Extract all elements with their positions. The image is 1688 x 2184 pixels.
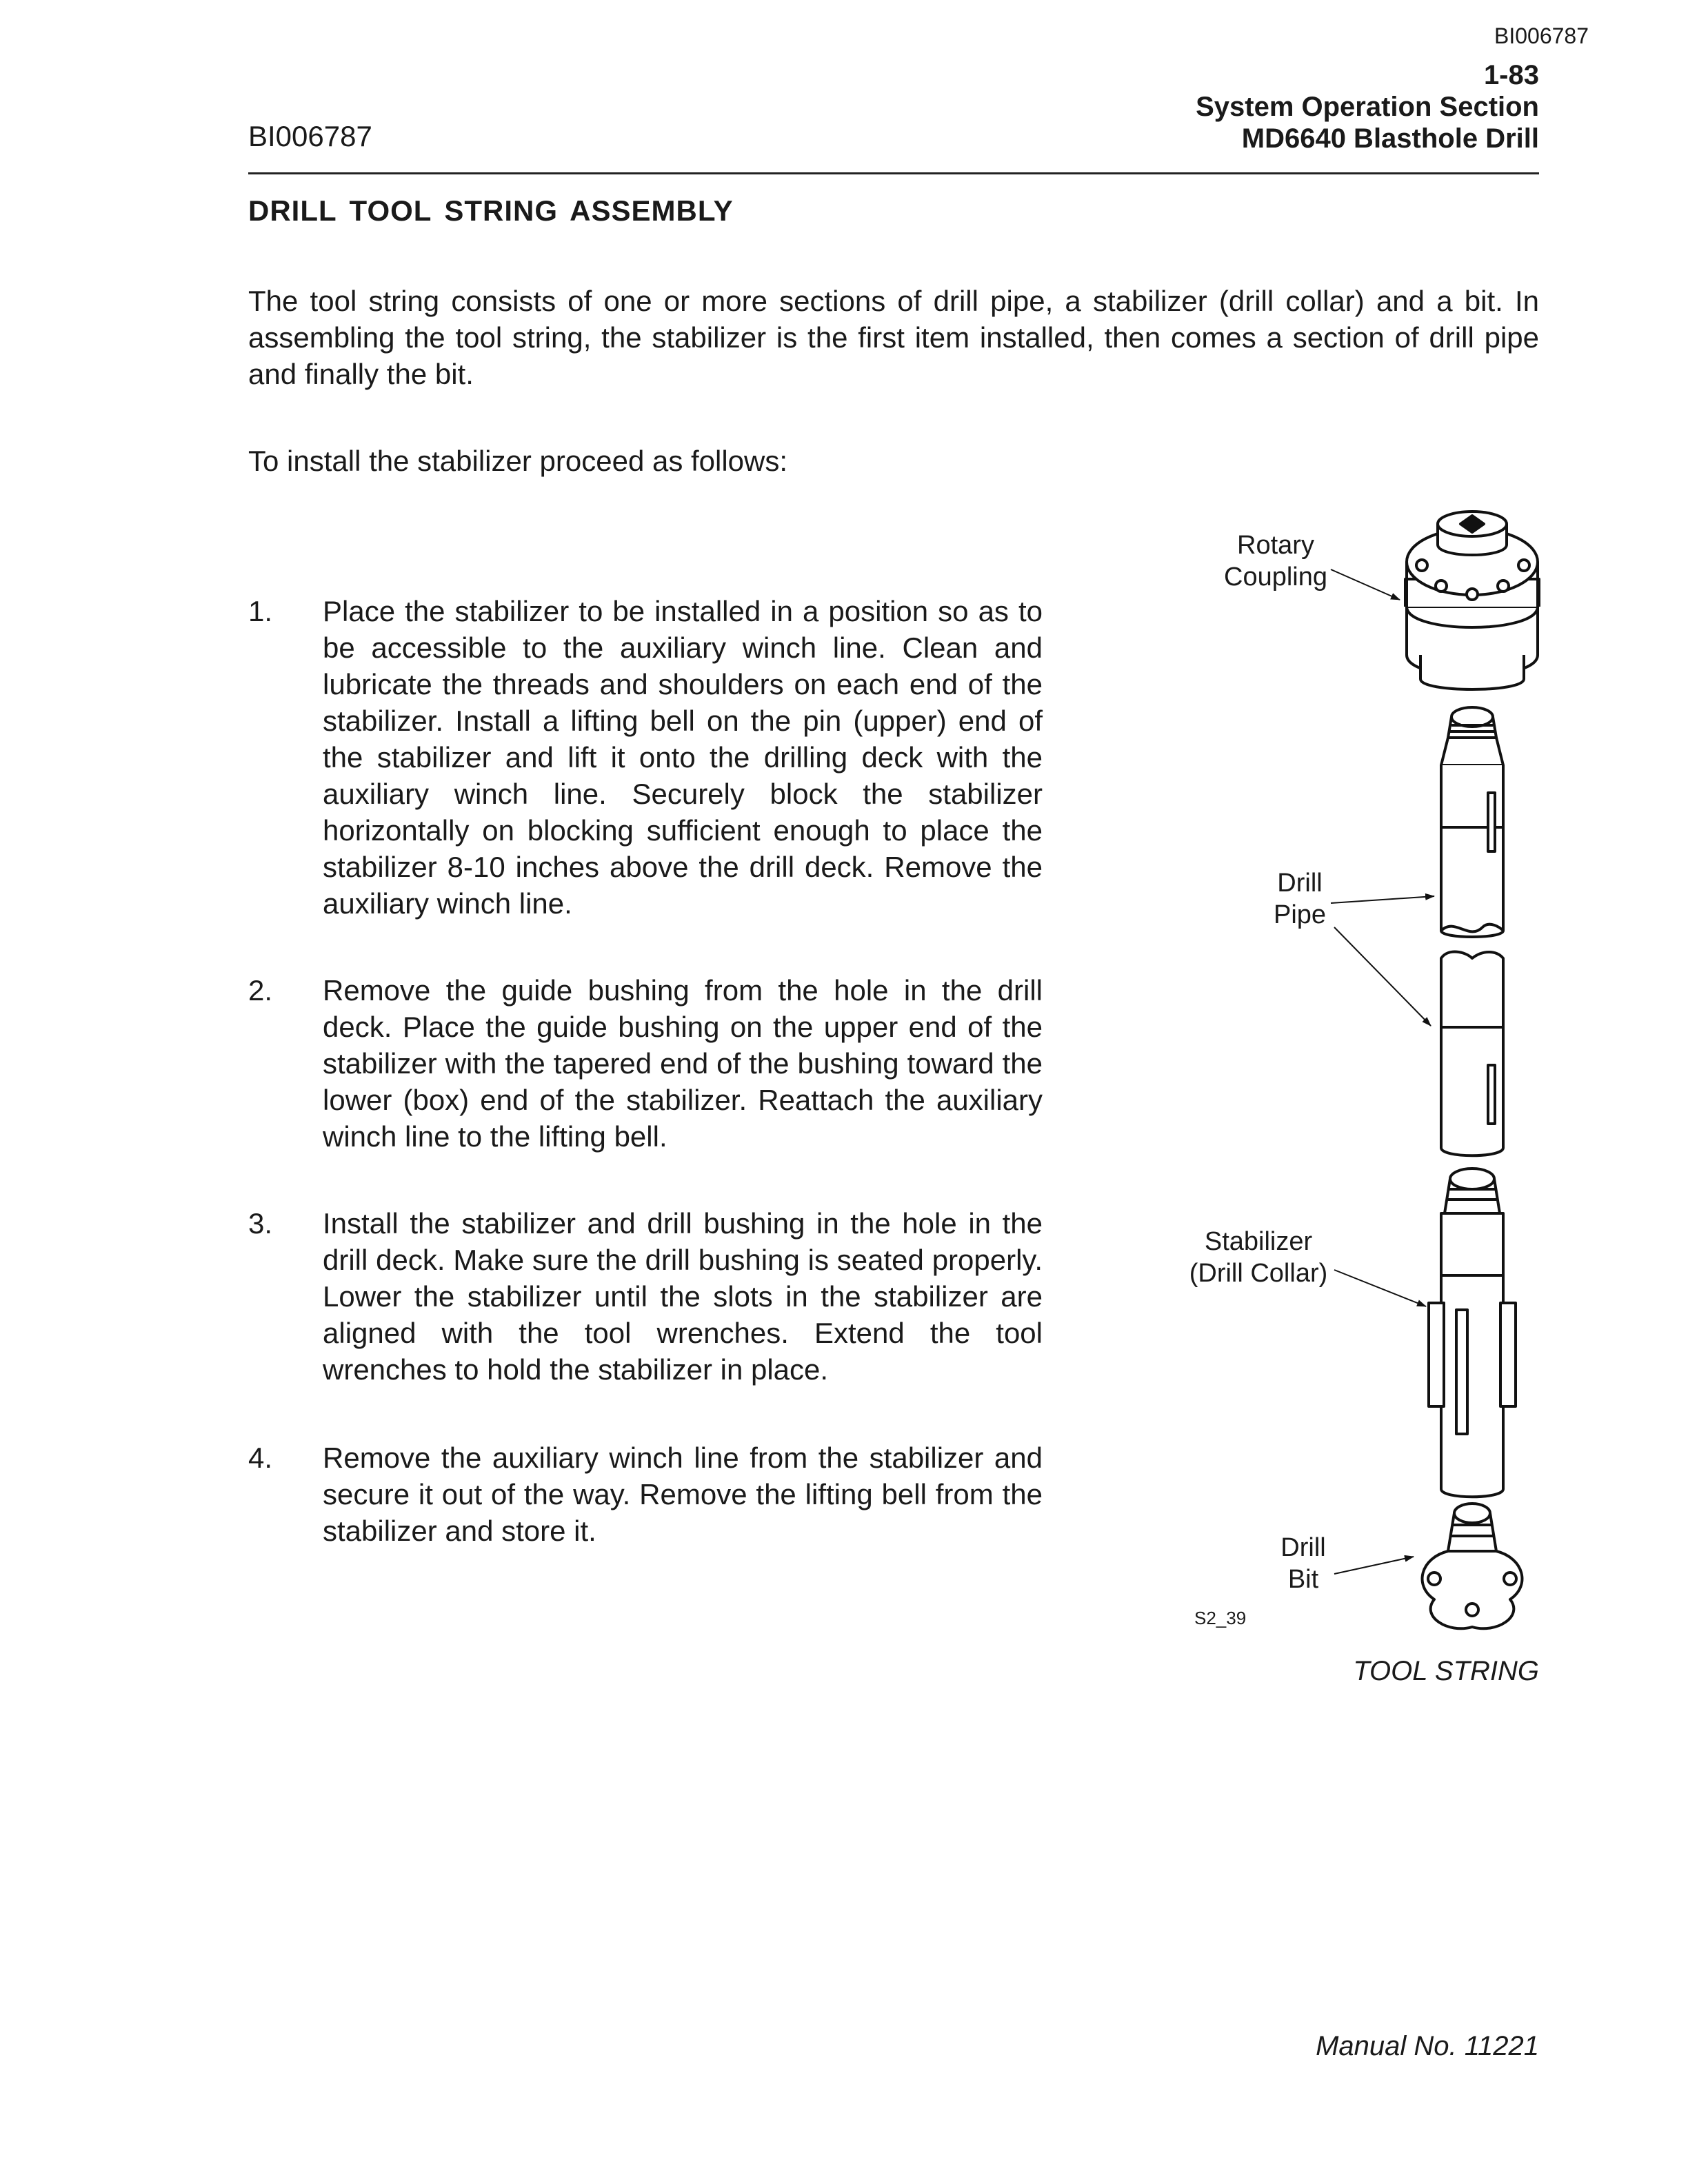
drill-bit-part — [1423, 1504, 1523, 1628]
rotary-coupling-part — [1405, 512, 1539, 689]
section-title: DRILL TOOL STRING ASSEMBLY — [248, 194, 734, 227]
step-text: Install the stabilizer and drill bushing in the hole in the drill deck. Make sure the drill bushing is seated properly. Lower the stabilizer until the slots in the stabilizer are aligned with the tool wrenches. Extend the tool wrenches to hold the stabilizer in place. — [323, 1207, 1043, 1386]
page-number: 1-83 — [1483, 60, 1539, 90]
header-divider — [248, 172, 1539, 174]
step-number: 2. — [248, 974, 273, 1007]
manual-number: Manual No. 11221 — [1316, 2031, 1539, 2061]
product-name: MD6640 Blasthole Drill — [1241, 123, 1539, 154]
page-header — [1196, 59, 1539, 154]
label-drill-pipe: Drill Pipe — [1273, 869, 1327, 929]
step-text: Place the stabilizer to be installed in a position so as to be accessible to the auxiliary winch line. Clean and lubricate the threads and shoulders on each end of the stabilizer. Install a lifting bell on the pin (upper) end of the stabilizer and lift it onto the drilling deck with the auxiliary winch line. Securely block the stabilizer horizontally on blocking sufficient enough to place the stabilizer 8-10 inches above the drill deck. Remove the auxiliary winch line. — [323, 595, 1043, 920]
drill-pipe-upper-part — [1441, 707, 1503, 937]
step-item — [248, 1205, 1043, 1388]
label-drill-bit: Drill Bit — [1280, 1533, 1326, 1594]
tool-string-diagram — [1145, 510, 1545, 1641]
step-text: Remove the guide bushing from the hole in the drill deck. Place the guide bushing on the upper end of the stabilizer with the tapered end of the bushing toward the lower (box) end of the stabilizer. Reattach the auxiliary winch line to the lifting bell. — [323, 974, 1043, 1153]
step-item — [248, 972, 1043, 1155]
lead-sentence: To install the stabilizer proceed as follows: — [248, 445, 788, 477]
figure-caption: TOOL STRING — [1353, 1656, 1539, 1686]
document-id-top: BI006787 — [1494, 23, 1589, 48]
step-number: 3. — [248, 1207, 273, 1240]
intro-paragraph: The tool string consists of one or more sections of drill pipe, a stabilizer (drill collar) and a bit. In assembling the tool string, the stabilizer is the first item installed, then comes a section of drill pipe and finally the bit. — [248, 285, 1539, 390]
step-number: 1. — [248, 595, 273, 627]
label-stabilizer: Stabilizer (Drill Collar) — [1189, 1227, 1328, 1288]
step-number: 4. — [248, 1442, 273, 1474]
section-name: System Operation Section — [1196, 92, 1539, 122]
step-text: Remove the auxiliary winch line from the stabilizer and secure it out of the way. Remove the lifting bell from the stabilizer and store it. — [323, 1442, 1043, 1547]
step-item — [248, 1439, 1043, 1549]
document-id-left: BI006787 — [248, 120, 372, 152]
drill-pipe-lower-part — [1441, 952, 1503, 1156]
label-rotary-coupling: Rotary Coupling — [1224, 531, 1327, 592]
stabilizer-part — [1429, 1169, 1516, 1497]
figure-code: S2_39 — [1194, 1608, 1247, 1628]
step-item — [248, 593, 1043, 922]
